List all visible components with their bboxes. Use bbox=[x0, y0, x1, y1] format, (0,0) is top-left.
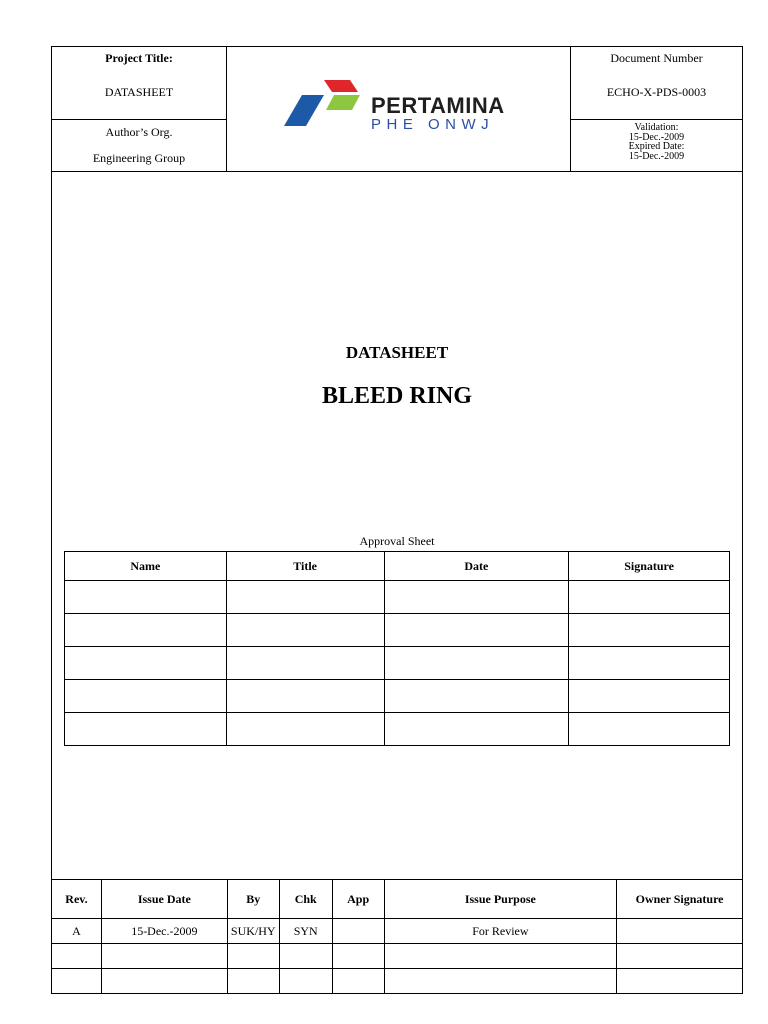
table-cell bbox=[227, 969, 279, 994]
table-cell bbox=[226, 713, 384, 746]
document-number-cell bbox=[570, 47, 742, 120]
rev-col-owner-signature: Owner Signature bbox=[617, 880, 743, 919]
expired-date-label: Expired Date: bbox=[628, 141, 685, 152]
authors-org-value: Engineering Group bbox=[92, 151, 186, 165]
expired-date-value: 15-Dec.-2009 bbox=[628, 150, 685, 162]
table-cell bbox=[384, 969, 617, 994]
rev-col-issue-date: Issue Date bbox=[101, 880, 227, 919]
document-number-label: Document Number bbox=[610, 51, 703, 65]
table-row bbox=[65, 680, 730, 713]
approval-col-date: Date bbox=[384, 552, 569, 581]
table-cell bbox=[384, 680, 569, 713]
table-cell bbox=[617, 919, 743, 944]
authors-org-label: Author’s Org. bbox=[105, 125, 173, 139]
approval-col-title: Title bbox=[226, 552, 384, 581]
table-cell bbox=[65, 713, 227, 746]
approval-col-name: Name bbox=[65, 552, 227, 581]
project-title-label: Project Title: bbox=[105, 51, 173, 65]
logo-word-phe-onwj: PHE ONWJ bbox=[371, 116, 495, 133]
table-cell bbox=[226, 614, 384, 647]
rev-col-by: By bbox=[227, 880, 279, 919]
revision-header-row bbox=[52, 880, 743, 919]
validity-cell bbox=[570, 120, 742, 172]
document-page bbox=[51, 46, 743, 994]
table-cell bbox=[101, 969, 227, 994]
table-cell bbox=[65, 581, 227, 614]
table-cell bbox=[52, 944, 102, 969]
table-cell bbox=[384, 581, 569, 614]
rev-col-issue-purpose: Issue Purpose bbox=[384, 880, 617, 919]
table-cell bbox=[332, 944, 384, 969]
authors-org-cell bbox=[52, 120, 227, 172]
pertamina-logo bbox=[284, 80, 524, 133]
table-row bbox=[52, 944, 743, 969]
table-cell bbox=[384, 944, 617, 969]
table-cell bbox=[569, 680, 730, 713]
table-row bbox=[65, 713, 730, 746]
table-cell bbox=[279, 969, 332, 994]
document-heading: DATASHEET bbox=[345, 343, 449, 362]
table-cell bbox=[332, 919, 384, 944]
project-title-value: DATASHEET bbox=[104, 85, 174, 99]
table-cell bbox=[617, 944, 743, 969]
document-number-value: ECHO-X-PDS-0003 bbox=[606, 85, 707, 99]
table-row bbox=[52, 969, 743, 994]
table-cell bbox=[65, 680, 227, 713]
table-cell bbox=[65, 647, 227, 680]
table-cell bbox=[226, 680, 384, 713]
table-cell: A bbox=[52, 919, 102, 944]
table-row bbox=[52, 919, 743, 944]
table-cell bbox=[384, 647, 569, 680]
document-title: BLEED RING bbox=[321, 383, 473, 409]
table-cell bbox=[227, 944, 279, 969]
table-cell bbox=[65, 614, 227, 647]
table-row bbox=[65, 581, 730, 614]
revision-table bbox=[51, 879, 743, 994]
table-cell bbox=[569, 647, 730, 680]
table-cell bbox=[332, 969, 384, 994]
logo-word-pertamina: PERTAMINA bbox=[371, 93, 505, 118]
approval-col-signature: Signature bbox=[569, 552, 730, 581]
pertamina-emblem-icon bbox=[284, 80, 364, 130]
approval-table bbox=[64, 551, 730, 746]
table-cell bbox=[569, 614, 730, 647]
rev-col-rev: Rev. bbox=[52, 880, 102, 919]
rev-col-chk: Chk bbox=[279, 880, 332, 919]
rev-col-app: App bbox=[332, 880, 384, 919]
table-row bbox=[65, 647, 730, 680]
table-cell bbox=[279, 944, 332, 969]
table-cell: For Review bbox=[384, 919, 617, 944]
validation-label: Validation: bbox=[634, 122, 679, 133]
project-title-cell bbox=[52, 47, 227, 120]
table-cell bbox=[569, 581, 730, 614]
table-cell bbox=[101, 944, 227, 969]
table-cell: SUK/HY bbox=[227, 919, 279, 944]
table-cell bbox=[226, 581, 384, 614]
table-cell: 15-Dec.-2009 bbox=[101, 919, 227, 944]
table-cell bbox=[569, 713, 730, 746]
validation-date: 15-Dec.-2009 bbox=[628, 131, 685, 143]
table-cell bbox=[617, 969, 743, 994]
table-cell bbox=[52, 969, 102, 994]
table-cell bbox=[384, 614, 569, 647]
logo-cell bbox=[227, 47, 570, 172]
table-cell bbox=[384, 713, 569, 746]
table-cell bbox=[226, 647, 384, 680]
table-cell: SYN bbox=[279, 919, 332, 944]
approval-header-row bbox=[65, 552, 730, 581]
approval-sheet-caption: Approval Sheet bbox=[359, 534, 435, 548]
table-row bbox=[65, 614, 730, 647]
